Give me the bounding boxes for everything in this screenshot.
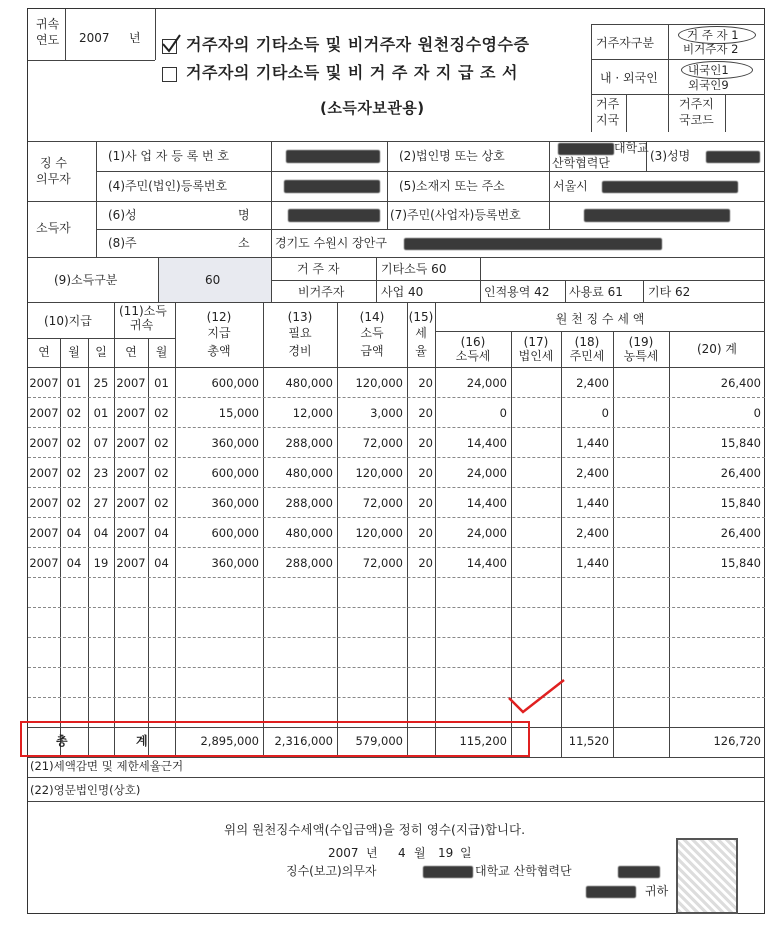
form-frame — [27, 8, 765, 914]
cell-by: 2007 — [116, 466, 146, 480]
col15-1: (15) — [408, 310, 434, 324]
recipient-address-label: (8)주 — [108, 236, 137, 250]
cell-d: 27 — [93, 496, 109, 510]
cell-y: 2007 — [29, 376, 59, 390]
reduction-label: (21)세액감면 및 제한세율근거 — [30, 759, 184, 773]
title-receipt: 거주자의 기타소득 및 비거주자 원천징수영수증 — [186, 35, 530, 54]
withholder-label-1: 징 수 — [40, 156, 67, 170]
total-label-1: 총 — [56, 734, 68, 748]
recipient-name-label: (6)성 — [108, 208, 137, 222]
recipient-address-label-2: 소 — [238, 236, 250, 250]
col13-3: 경비 — [288, 344, 312, 358]
divider — [28, 367, 765, 368]
collector-label: 징수(보고)의무자 — [286, 864, 377, 878]
divider — [591, 24, 765, 25]
official-seal-stamp — [676, 838, 738, 914]
cell-by: 2007 — [116, 496, 146, 510]
nonresident-other: 기타 62 — [648, 285, 691, 299]
divider — [28, 777, 765, 778]
col12-3: 총액 — [207, 344, 231, 358]
cell-rate: 20 — [418, 526, 433, 540]
cell-inc: 72,000 — [362, 436, 403, 450]
cell-gross: 360,000 — [211, 556, 259, 570]
divider — [28, 141, 765, 142]
cell-inc: 120,000 — [355, 376, 403, 390]
residence-label-2: 지국 — [596, 113, 620, 127]
cell-rtax: 1,440 — [576, 436, 609, 450]
nonresident-label: 비거주자 — [298, 285, 345, 299]
cell-y: 2007 — [29, 466, 59, 480]
divider — [96, 229, 765, 230]
row-divider — [28, 577, 765, 578]
sub-year-2: 연 — [125, 345, 137, 359]
divider — [376, 257, 377, 302]
cell-total: 26,400 — [720, 526, 761, 540]
recipient-label: 소득자 — [36, 221, 71, 235]
cell-bm: 01 — [154, 376, 169, 390]
row-divider — [28, 607, 765, 608]
divider — [591, 24, 592, 132]
cell-d: 25 — [93, 376, 109, 390]
resident-class-2: 비거주자 2 — [683, 42, 739, 56]
residence-code-label-2: 국코드 — [679, 113, 714, 127]
corp-name-value-1: 대학교 — [614, 141, 649, 155]
cell-itax: 24,000 — [466, 466, 507, 480]
cell-y: 2007 — [29, 406, 59, 420]
recipient-address-value: 경기도 수원시 장안구 — [275, 236, 387, 250]
sub-month-2: 월 — [155, 345, 168, 359]
cell-gross: 15,000 — [218, 406, 259, 420]
redacted-recipient-address — [404, 238, 662, 250]
cell-itax: 14,400 — [466, 496, 507, 510]
cell-rate: 20 — [418, 556, 433, 570]
belong-label-2: 귀속 — [130, 318, 154, 332]
resident-class-1: 거 주 자 1 — [687, 28, 739, 42]
date-month-unit: 월 — [414, 846, 426, 860]
checkmark-annotation-icon — [506, 676, 568, 716]
cell-gross: 360,000 — [211, 436, 259, 450]
sub-month: 월 — [68, 345, 80, 359]
cell-gross: 600,000 — [211, 466, 259, 480]
total-label-2: 계 — [136, 734, 148, 748]
resident-value: 기타소득 60 — [381, 262, 447, 276]
cell-gross: 600,000 — [211, 526, 259, 540]
cell-total: 15,840 — [720, 556, 761, 570]
residence-code-label-1: 거주지 — [679, 97, 714, 111]
cell-rate: 20 — [418, 376, 433, 390]
divider — [626, 94, 627, 132]
cell-itax: 24,000 — [466, 376, 507, 390]
cell-bm: 02 — [154, 406, 169, 420]
col19-1: (19) — [628, 335, 654, 349]
address-label: (5)소재지 또는 주소 — [399, 179, 505, 193]
redacted-recipient-name — [288, 209, 380, 222]
nonresident-biz: 사업 40 — [381, 285, 424, 299]
cell-m: 04 — [66, 526, 82, 540]
cell-m: 02 — [66, 496, 82, 510]
divider — [158, 257, 159, 302]
checkmark-icon — [160, 32, 182, 54]
cell-total: 26,400 — [720, 466, 761, 480]
divider — [65, 9, 66, 60]
row-divider — [28, 637, 765, 638]
cell-exp: 288,000 — [285, 556, 333, 570]
col14-3: 금액 — [360, 344, 384, 358]
divider — [155, 9, 156, 60]
column-divider — [613, 331, 614, 757]
cell-d: 01 — [93, 406, 109, 420]
title-statement: 거주자의 기타소득 및 비 거 주 자 지 급 조 서 — [186, 63, 518, 82]
cell-by: 2007 — [116, 526, 146, 540]
date-day: 19 — [438, 846, 454, 860]
cell-d: 07 — [93, 436, 109, 450]
col16-1: (16) — [460, 335, 486, 349]
cell-rate: 20 — [418, 436, 433, 450]
cell-y: 2007 — [29, 556, 59, 570]
date-year: 2007 — [328, 846, 359, 860]
cell-rtax: 2,400 — [576, 466, 609, 480]
date-month: 4 — [398, 846, 406, 860]
cell-itax: 14,400 — [466, 556, 507, 570]
divider — [28, 801, 765, 802]
resident-reg-label: (4)주민(법인)등록번호 — [108, 179, 228, 193]
redacted-addressee — [586, 886, 636, 898]
date-year-unit: 년 — [366, 846, 378, 860]
row-divider — [28, 427, 765, 428]
cell-bm: 02 — [154, 436, 169, 450]
collector-value: 대학교 산학협력단 — [475, 864, 572, 878]
year-label-1: 귀속 — [36, 17, 60, 31]
cell-bm: 02 — [154, 496, 169, 510]
row-divider — [28, 457, 765, 458]
cell-d: 19 — [93, 556, 109, 570]
cell-itax: 0 — [499, 406, 507, 420]
cell-d: 23 — [93, 466, 109, 480]
col20-label: (20) 계 — [696, 342, 738, 356]
col17-2: 법인세 — [518, 349, 554, 363]
year-label-2: 연도 — [36, 33, 60, 47]
recipient-reg-label: (7)주민(사업자)등록번호 — [390, 208, 521, 222]
total-expense: 2,316,000 — [274, 734, 333, 748]
biz-reg-label: (1)사 업 자 등 록 번 호 — [108, 149, 230, 163]
year-unit: 년 — [129, 31, 141, 45]
cell-rate: 20 — [418, 406, 433, 420]
nonresident-personal-service: 인적용역 42 — [484, 285, 550, 299]
row-divider — [28, 397, 765, 398]
cell-y: 2007 — [29, 496, 59, 510]
corp-name-value-2: 산학협력단 — [552, 156, 610, 170]
divider — [591, 94, 765, 95]
address-value: 서울시 — [553, 179, 588, 193]
national-2: 외국인9 — [688, 78, 729, 92]
cell-m: 02 — [66, 436, 82, 450]
col12-2: 지급 — [207, 326, 231, 340]
cell-rtax: 1,440 — [576, 556, 609, 570]
english-name-label: (22)영문법인명(상호) — [30, 783, 141, 797]
income-class-value: 60 — [205, 273, 221, 287]
cell-exp: 12,000 — [292, 406, 333, 420]
cell-rtax: 2,400 — [576, 526, 609, 540]
cell-rate: 20 — [418, 496, 433, 510]
col19-2: 농특세 — [623, 349, 659, 363]
resident-class-label: 거주자구분 — [596, 36, 654, 50]
col13-2: 필요 — [288, 326, 312, 340]
cell-exp: 288,000 — [285, 496, 333, 510]
receipt-text: 위의 원천징수세액(수입금액)을 정히 영수(지급)합니다. — [224, 822, 526, 837]
row-divider — [28, 547, 765, 548]
cell-d: 04 — [93, 526, 109, 540]
cell-m: 02 — [66, 466, 82, 480]
divider — [591, 59, 765, 60]
cell-by: 2007 — [116, 406, 146, 420]
redacted-collector — [423, 866, 473, 878]
cell-itax: 14,400 — [466, 436, 507, 450]
col17-1: (17) — [523, 335, 549, 349]
cell-exp: 480,000 — [285, 466, 333, 480]
total-resident-tax: 11,520 — [568, 734, 609, 748]
belong-label-1: (11)소득 — [119, 304, 167, 318]
col18-2: 주민세 — [569, 349, 605, 363]
cell-bm: 02 — [154, 466, 169, 480]
redacted-corp-name — [558, 143, 614, 155]
divider — [668, 24, 669, 132]
row-divider — [28, 487, 765, 488]
cell-total: 26,400 — [720, 376, 761, 390]
cell-bm: 04 — [154, 526, 169, 540]
national-label: 내 · 외국인 — [600, 71, 658, 85]
divider — [28, 201, 765, 202]
divider — [480, 280, 481, 302]
divider — [549, 201, 550, 229]
sub-year: 연 — [38, 345, 50, 359]
highlight-box — [20, 721, 530, 757]
cell-rtax: 0 — [601, 406, 609, 420]
cell-by: 2007 — [116, 556, 146, 570]
col15-2: 세 — [415, 326, 427, 340]
redacted-name — [706, 151, 760, 163]
cell-gross: 600,000 — [211, 376, 259, 390]
total-income-tax: 115,200 — [459, 734, 507, 748]
divider — [96, 141, 97, 257]
row-divider — [28, 667, 765, 668]
cell-y: 2007 — [29, 526, 59, 540]
withholder-label-2: 의무자 — [36, 172, 71, 186]
checkbox-statement[interactable] — [162, 67, 177, 82]
cell-m: 01 — [66, 376, 82, 390]
row-divider — [28, 757, 765, 758]
column-divider — [669, 331, 670, 757]
divider — [725, 94, 726, 132]
redacted-recipient-reg — [584, 209, 730, 222]
divider — [96, 171, 765, 172]
addressee: 귀하 — [645, 884, 669, 898]
cell-m: 04 — [66, 556, 82, 570]
col15-3: 율 — [415, 344, 427, 358]
divider — [271, 257, 272, 302]
name-label: (3)성명 — [650, 149, 691, 163]
corp-name-label: (2)법인명 또는 상호 — [399, 149, 505, 163]
nonresident-royalty: 사용료 61 — [569, 285, 623, 299]
cell-gross: 360,000 — [211, 496, 259, 510]
cell-rate: 20 — [418, 466, 433, 480]
divider — [549, 141, 550, 201]
date-day-unit: 일 — [460, 846, 472, 860]
pay-label: (10)지급 — [44, 314, 92, 328]
col14-2: 소득 — [360, 326, 384, 340]
row-divider — [28, 517, 765, 518]
divider — [271, 141, 272, 257]
total-total: 126,720 — [713, 734, 761, 748]
redacted-resident-reg — [284, 180, 380, 193]
cell-y: 2007 — [29, 436, 59, 450]
redacted-address — [602, 181, 738, 193]
cell-by: 2007 — [116, 376, 146, 390]
tax-group-label: 원 천 징 수 세 액 — [555, 312, 645, 326]
cell-inc: 120,000 — [355, 466, 403, 480]
cell-rtax: 2,400 — [576, 376, 609, 390]
cell-total: 15,840 — [720, 496, 761, 510]
cell-exp: 480,000 — [285, 376, 333, 390]
divider — [387, 141, 388, 229]
cell-rtax: 1,440 — [576, 496, 609, 510]
cell-inc: 72,000 — [362, 496, 403, 510]
residence-label-1: 거주 — [596, 97, 620, 111]
col14-1: (14) — [359, 310, 385, 324]
divider — [643, 280, 644, 302]
cell-m: 02 — [66, 406, 82, 420]
divider — [435, 331, 765, 332]
divider — [28, 257, 765, 258]
cell-by: 2007 — [116, 436, 146, 450]
divider — [28, 302, 765, 303]
divider — [565, 280, 566, 302]
total-gross: 2,895,000 — [200, 734, 259, 748]
cell-exp: 480,000 — [285, 526, 333, 540]
year-value: 2007 — [79, 31, 110, 45]
col12-1: (12) — [206, 310, 232, 324]
income-class-label: (9)소득구분 — [54, 273, 118, 287]
total-income: 579,000 — [355, 734, 403, 748]
cell-inc: 72,000 — [362, 556, 403, 570]
subtitle: (소득자보관용) — [320, 99, 425, 117]
cell-itax: 24,000 — [466, 526, 507, 540]
divider — [480, 257, 481, 280]
col18-1: (18) — [574, 335, 600, 349]
cell-total: 15,840 — [720, 436, 761, 450]
cell-total: 0 — [753, 406, 761, 420]
cell-exp: 288,000 — [285, 436, 333, 450]
recipient-name-label-2: 명 — [238, 208, 250, 222]
divider — [28, 338, 175, 339]
cell-bm: 04 — [154, 556, 169, 570]
cell-inc: 120,000 — [355, 526, 403, 540]
sub-day: 일 — [95, 345, 107, 359]
cell-inc: 3,000 — [370, 406, 403, 420]
redacted-rep-name — [618, 866, 660, 878]
col16-2: 소득세 — [455, 349, 491, 363]
redacted-biz-reg — [286, 150, 380, 163]
row-divider — [28, 697, 765, 698]
national-1: 내국인1 — [688, 63, 729, 77]
divider — [28, 60, 155, 61]
col13-1: (13) — [287, 310, 313, 324]
resident-label: 거 주 자 — [297, 262, 340, 276]
divider — [271, 280, 765, 281]
